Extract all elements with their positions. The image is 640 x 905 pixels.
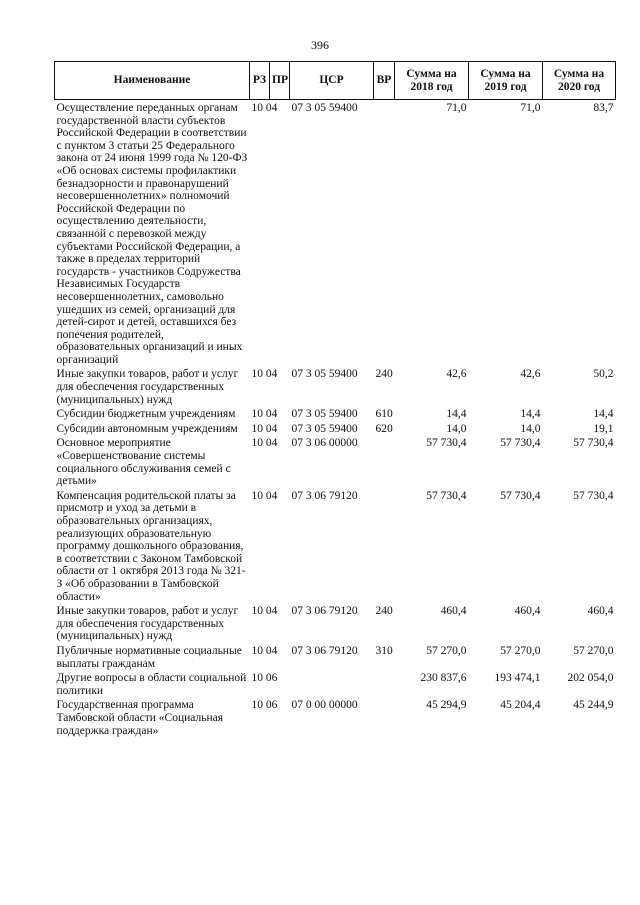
row-csr bbox=[290, 672, 374, 699]
col-header-rz: РЗ bbox=[250, 62, 270, 100]
row-rz-pr: 10 04 bbox=[251, 408, 278, 421]
row-rz-pr: 10 06 bbox=[251, 699, 278, 712]
col-header-vr: ВР bbox=[374, 62, 395, 100]
row-sum-2018: 57 270,0 bbox=[426, 644, 467, 657]
row-sum-2018: 45 294,9 bbox=[426, 699, 467, 712]
table-row bbox=[55, 605, 616, 645]
row-rz-pr: 10 04 bbox=[251, 605, 278, 618]
row-vr: 240 bbox=[375, 368, 393, 381]
table-row bbox=[55, 100, 616, 369]
row-vr: 620 bbox=[375, 422, 393, 435]
row-sum-2020: 45 244,9 bbox=[573, 699, 614, 712]
row-sum-2020: 57 730,4 bbox=[573, 489, 614, 502]
row-csr: 07 3 06 79120 bbox=[291, 644, 358, 657]
row-csr: 07 3 06 79120 bbox=[291, 605, 358, 618]
table-header bbox=[55, 62, 616, 100]
row-vr bbox=[374, 437, 395, 489]
table-row bbox=[55, 423, 616, 438]
table-row bbox=[55, 408, 616, 423]
row-sum-2019: 71,0 bbox=[520, 102, 541, 114]
row-rz-pr: 10 04 bbox=[251, 422, 278, 435]
page-number: 396 bbox=[311, 38, 329, 52]
row-sum-2019: 57 270,0 bbox=[500, 644, 541, 657]
table-row bbox=[55, 437, 616, 489]
row-sum-2020: 202 054,0 bbox=[567, 672, 614, 685]
row-vr bbox=[374, 699, 395, 739]
row-vr bbox=[374, 490, 395, 605]
row-sum-2019: 42,6 bbox=[520, 368, 541, 381]
row-sum-2019: 14,4 bbox=[520, 408, 541, 421]
row-sum-2019: 57 730,4 bbox=[500, 489, 541, 502]
row-rz-pr: 10 04 bbox=[251, 368, 278, 381]
row-sum-2018: 57 730,4 bbox=[426, 437, 467, 450]
row-rz-pr: 10 06 bbox=[251, 672, 278, 685]
row-rz-pr: 10 04 bbox=[251, 437, 278, 450]
row-csr: 07 3 05 59400 bbox=[291, 422, 358, 435]
row-sum-2019: 193 474,1 bbox=[494, 672, 541, 685]
row-sum-2020: 83,7 bbox=[593, 102, 614, 114]
row-sum-2018: 460,4 bbox=[440, 605, 467, 618]
row-csr: 07 3 05 59400 bbox=[291, 102, 358, 114]
table-row bbox=[55, 699, 616, 739]
table-row bbox=[55, 645, 616, 672]
row-csr: 07 3 06 79120 bbox=[291, 489, 358, 502]
row-name: Субсидии бюджетным учреждениям bbox=[56, 408, 236, 421]
row-sum-2020: 57 270,0 bbox=[573, 644, 614, 657]
row-csr: 07 3 05 59400 bbox=[291, 368, 358, 381]
row-sum-2020: 19,1 bbox=[593, 422, 614, 435]
table-body bbox=[55, 100, 616, 740]
row-csr: 07 3 06 00000 bbox=[291, 437, 358, 450]
row-sum-2018: 14,4 bbox=[446, 408, 467, 421]
row-rz-pr: 10 04 bbox=[251, 489, 278, 502]
row-name: Публичные нормативные социальные выплаты гражданам bbox=[56, 644, 242, 670]
row-sum-2019: 45 204,4 bbox=[500, 699, 541, 712]
row-name: Другие вопросы в области социальной политики bbox=[56, 672, 247, 697]
row-name: Иные закупки товаров, работ и услуг для обеспечения государственных (муниципальных) нужд bbox=[56, 605, 239, 643]
row-name: Субсидии автономным учреждениям bbox=[56, 422, 238, 435]
row-sum-2018: 230 837,6 bbox=[420, 672, 467, 685]
col-header-pr: ПР bbox=[270, 62, 290, 100]
row-vr bbox=[374, 672, 395, 699]
row-vr: 610 bbox=[375, 408, 393, 421]
row-sum-2019: 14,0 bbox=[520, 422, 541, 435]
row-sum-2020: 460,4 bbox=[587, 605, 614, 618]
row-vr bbox=[374, 100, 395, 369]
row-name: Основное мероприятие «Совершенствование системы социального обслуживания семей с детьми» bbox=[56, 437, 231, 488]
row-sum-2020: 14,4 bbox=[593, 408, 614, 421]
row-name: Государственная программа Тамбовской области «Социальная поддержка граждан» bbox=[56, 699, 224, 737]
table-row bbox=[55, 672, 616, 699]
row-rz-pr: 10 04 bbox=[251, 102, 278, 114]
row-rz-pr: 10 04 bbox=[251, 644, 278, 657]
row-sum-2020: 57 730,4 bbox=[573, 437, 614, 450]
row-sum-2018: 71,0 bbox=[446, 102, 467, 114]
row-sum-2019: 460,4 bbox=[514, 605, 541, 618]
row-csr: 07 0 00 00000 bbox=[291, 699, 358, 712]
budget-table bbox=[54, 61, 616, 739]
table-row bbox=[55, 490, 616, 605]
col-header-csr: ЦСР bbox=[290, 62, 374, 100]
col-header-sum-2019: Сумма на 2019 год bbox=[469, 62, 543, 100]
row-sum-2018: 42,6 bbox=[446, 368, 467, 381]
col-header-sum-2020: Сумма на 2020 год bbox=[543, 62, 616, 100]
row-name: Компенсация родительской платы за присмотр и уход за детьми в образовательных организациях, реализующих образовательную программу дошкольного образования, в соответствии с Законом Тамбовской области от 1 октября 2013 года № 321-З «Об образовании в Тамбовской области» bbox=[56, 489, 246, 603]
row-sum-2020: 50,2 bbox=[593, 368, 614, 381]
row-sum-2018: 57 730,4 bbox=[426, 489, 467, 502]
row-sum-2019: 57 730,4 bbox=[500, 437, 541, 450]
row-csr: 07 3 05 59400 bbox=[291, 408, 358, 421]
row-sum-2018: 14,0 bbox=[446, 422, 467, 435]
row-vr: 240 bbox=[375, 605, 393, 618]
row-name: Иные закупки товаров, работ и услуг для обеспечения государственных (муниципальных) нужд bbox=[56, 368, 239, 406]
table-row bbox=[55, 368, 616, 408]
row-vr: 310 bbox=[375, 644, 393, 657]
col-header-name: Наименование bbox=[55, 62, 250, 100]
col-header-sum-2018: Сумма на 2018 год bbox=[395, 62, 469, 100]
row-name: Осуществление переданных органам государственной власти субъектов Российской Федерации в соответствии с пунктом 3 статьи 25 Федерального закона от 24 июня 1999 года № 120-ФЗ «Об основах системы профилактики безнадзорности и правонарушений несовершеннолетних» полномочий Российской Федерации по осуществлению деятельности, связанной с перевозкой между субъектами Российской Федерации, а также в пределах территорий государств - участников Содружества Независимых Государств несовершеннолетних, самовольно ушедших из семей, организаций для детей-сирот и детей, оставшихся без попечения родителей, образовательных организаций и иных организаций bbox=[56, 102, 248, 366]
